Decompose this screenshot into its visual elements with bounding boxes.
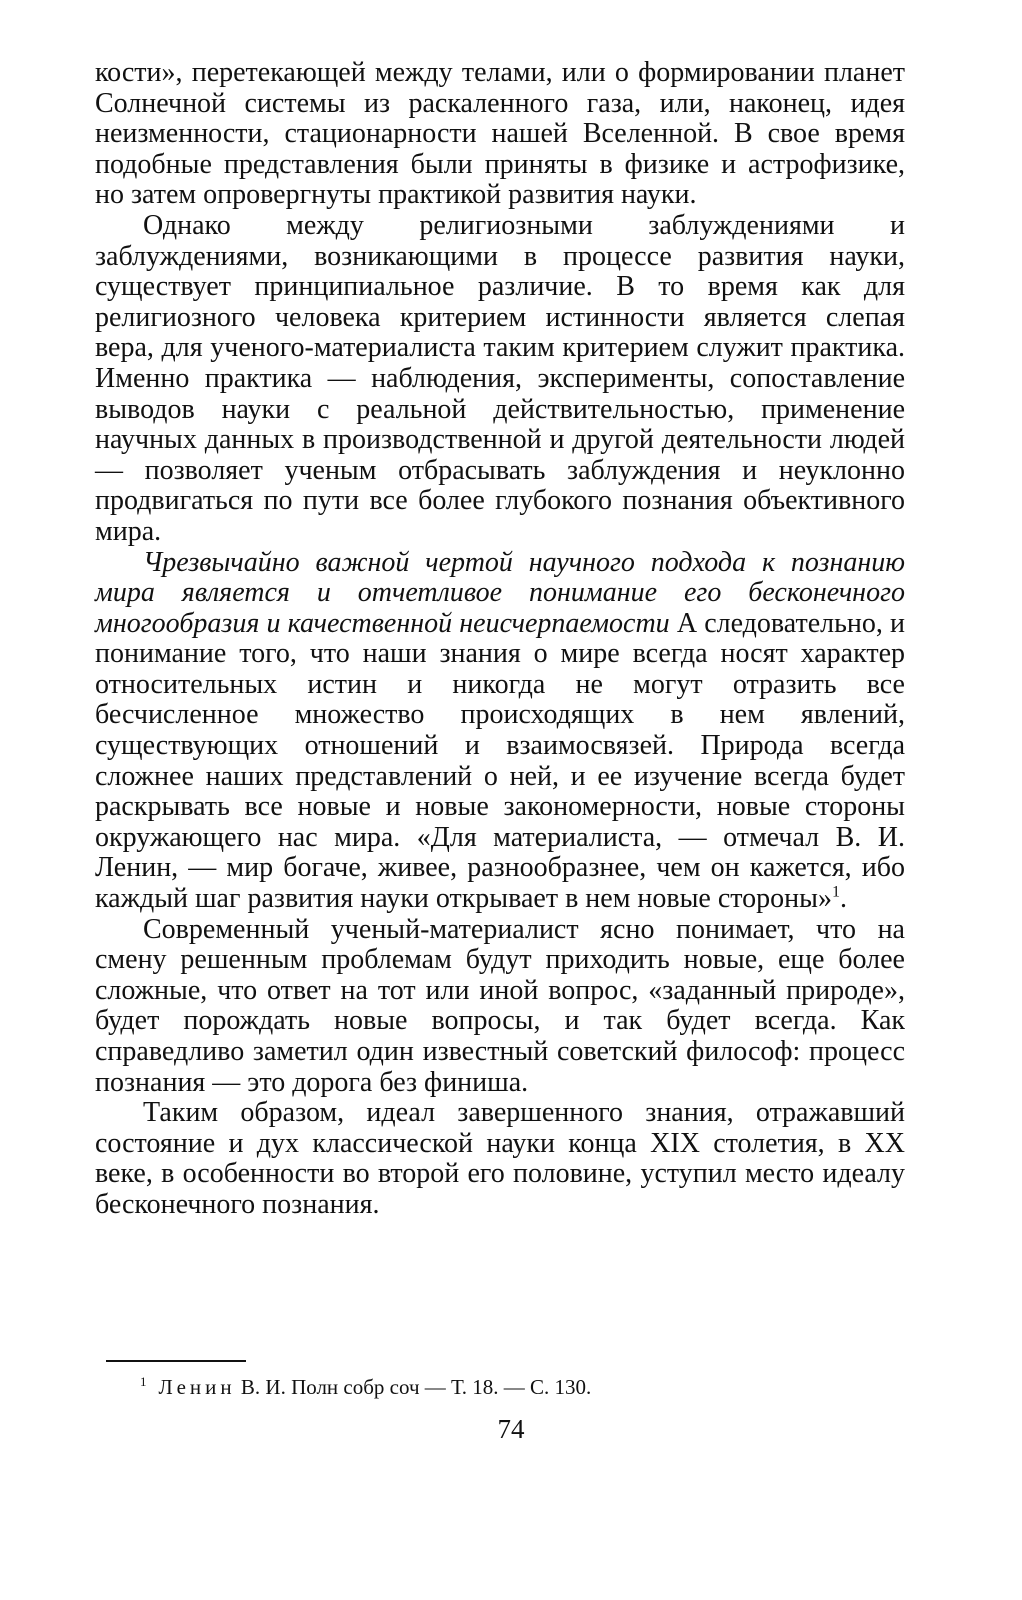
footnote [140,1374,591,1400]
paragraph-4-text: Современный ученый-материалист ясно понимает, что на смену решенным проблемам будут приходить новые, еще более сложные, что ответ на тот или иной вопрос, «заданный природе», будет порождать новые вопросы, и так будет всегда. Как справедливо заметил один известный советский философ: процесс познания — это дорога без финиша. [95,913,905,1098]
paragraph-5 [95,1098,905,1220]
footnote-text: В. И. Полн собр соч — Т. 18. — С. 130. [235,1375,592,1399]
paragraph-1 [95,58,905,211]
paragraph-2-text: Однако между религиозными заблуждениями и заблуждениями, возникающими в процессе развития науки, существует принципиальное различие. В то время как для религиозного человека критерием истинности является слепая вера, для ученого-материалиста таким критерием служит практика. Именно практика — наблюдения, эксперименты, сопоставление выводов науки с реальной действительностью, применение научных данных в производственной и другой деятельности людей — позволяет ученым отбрасывать заблуждения и неуклонно продвигаться по пути все более глубокого познания объективного мира. [95,209,905,547]
page-number: 74 [497,1414,525,1444]
paragraph-4 [95,915,905,1099]
paragraph-2 [95,211,905,548]
paragraph-1-text: кости», перетекающей между телами, или о формировании планет Солнечной системы из раскаленного газа, или, наконец, идея неизменности, стационарности нашей Вселенной. В свое время подобные представления были приняты в физике и астрофизике, но затем опровергнуты практикой развития науки. [95,57,905,211]
paragraph-3-end: . [839,883,847,915]
footnote-mark: 1 [140,1374,147,1389]
paragraph-3 [95,548,905,915]
footnote-divider [106,1360,246,1362]
footnote-author: Ленин [158,1375,236,1399]
text-body [95,58,905,1221]
paragraph-3-emphasis: Чрезвычайно важной чертой научного подхода к познанию мира является и отчетливое понимание его бесконечного многообразия и качественной неисчерпаемости [95,546,905,639]
paragraph-5-text: Таким образом, идеал завершенного знания, отражавший состояние и дух классической науки конца XIX столетия, в XX веке, в особенности во второй его половине, уступил место идеалу бесконечного познания. [95,1097,905,1220]
footnote-reference: 1 [831,883,840,901]
paragraph-3-text: А следовательно, и понимание того, что наши знания о мире всегда носят характер относительных истин и никогда не могут отразить все бесчисленное множество происходящих в нем явлений, существующих отношений и взаимосвязей. Природа всегда сложнее наших представлений о ней, и ее изучение всегда будет раскрывать все новые и новые закономерности, новые стороны окружающего нас мира. «Для материалиста, — отмечал В. И. Ленин, — мир богаче, живее, разнообразнее, чем он кажется, ибо каждый шаг развития науки открывает в нем новые стороны» [95,607,905,915]
